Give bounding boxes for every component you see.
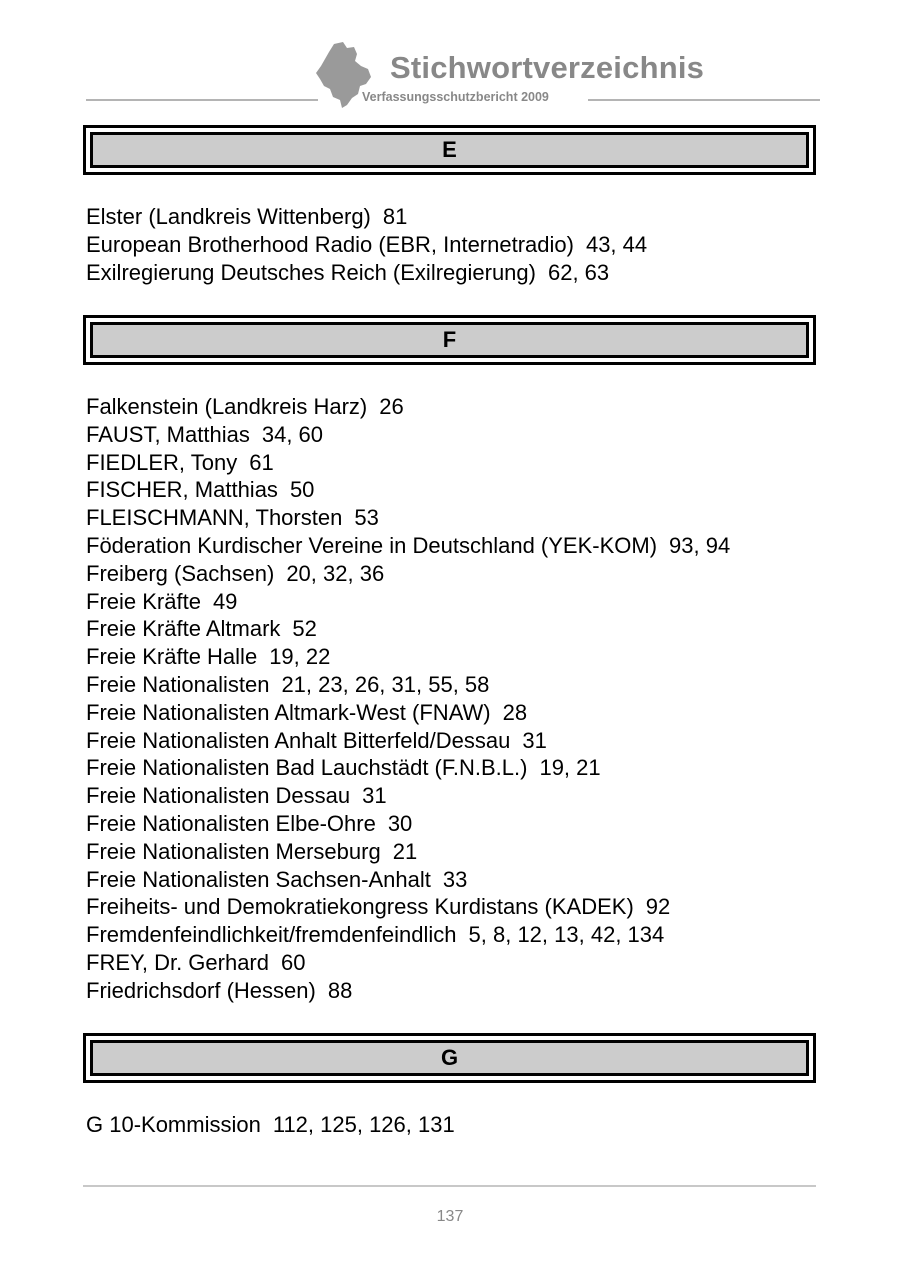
entry-term: Freie Kräfte Altmark [86, 616, 281, 642]
page-header [0, 0, 900, 115]
entry-pages: 92 [645, 894, 671, 920]
entry-pages: 50 [289, 477, 315, 503]
entry-pages: 43, 44 [585, 231, 648, 257]
entry-term: FAUST, Matthias [86, 421, 250, 447]
entry-pages: 21 [392, 838, 418, 864]
entry-pages: 31 [362, 783, 387, 809]
entry-pages: 19, 22 [269, 644, 331, 670]
entry-term: Freie Nationalisten Merseburg [86, 838, 381, 864]
index-entry [86, 393, 730, 421]
index-entry [86, 476, 730, 504]
entry-term: Freie Kräfte [86, 588, 201, 614]
header-subtitle: Verfassungsschutzbericht 2009 [362, 90, 549, 104]
index-entry [86, 231, 647, 259]
section-letter: F [90, 322, 809, 358]
index-entry [86, 921, 730, 949]
entry-pages: 26 [379, 394, 404, 419]
index-entry [86, 504, 730, 532]
index-entry [86, 754, 730, 782]
index-entry [86, 532, 730, 560]
entry-term: FLEISCHMANN, Thorsten [86, 505, 343, 531]
entry-term: Falkenstein (Landkreis Harz) [86, 394, 368, 419]
entry-pages: 31 [522, 727, 547, 753]
entry-pages: 49 [212, 588, 238, 614]
footer-rule [83, 1185, 816, 1187]
index-entry [86, 421, 730, 449]
index-entry [86, 810, 730, 838]
entry-pages: 20, 32, 36 [286, 560, 385, 586]
entry-pages: 34, 60 [261, 421, 324, 447]
entry-term: FIEDLER, Tony [86, 449, 238, 475]
header-rule-right [588, 99, 820, 101]
index-entry [86, 838, 730, 866]
section-letter-box-g [83, 1033, 816, 1083]
entry-term: Friedrichsdorf (Hessen) [86, 977, 316, 1003]
entry-term: Föderation Kurdischer Vereine in Deutschland (YEK-KOM) [86, 532, 658, 558]
entry-pages: 52 [292, 616, 317, 642]
entry-pages: 30 [387, 810, 413, 836]
entry-term: Exilregierung Deutsches Reich (Exilregierung) [86, 259, 536, 285]
entry-pages: 19, 21 [539, 755, 601, 781]
index-entry [86, 259, 647, 287]
index-entries-f [86, 393, 730, 1005]
index-entry [86, 782, 730, 810]
header-rule-left [86, 99, 318, 101]
page-number: 137 [436, 1208, 464, 1225]
entry-term: Freie Nationalisten Bad Lauchstädt (F.N.B.L.) [86, 755, 528, 781]
entry-pages: 112, 125, 126, 131 [272, 1112, 455, 1137]
entry-term: Freie Nationalisten Elbe-Ohre [86, 810, 376, 836]
entry-term: Fremdenfeindlichkeit/fremdenfeindlich [86, 922, 457, 948]
entry-pages: 81 [382, 204, 408, 229]
index-entry [86, 615, 730, 643]
entry-term: Freie Kräfte Halle [86, 644, 258, 670]
entry-term: Freiberg (Sachsen) [86, 560, 275, 586]
entry-term: Freie Nationalisten Sachsen-Anhalt [86, 866, 431, 892]
entry-pages: 88 [327, 977, 353, 1003]
index-entries-e [86, 203, 647, 286]
entry-pages: 93, 94 [669, 532, 731, 558]
index-entry [86, 588, 730, 616]
section-letter: E [90, 132, 809, 168]
entry-term: FREY, Dr. Gerhard [86, 949, 269, 975]
index-entry [86, 643, 730, 671]
index-entry [86, 560, 730, 588]
index-entry [86, 699, 730, 727]
entry-pages: 33 [442, 866, 468, 892]
entry-term: Freie Nationalisten Dessau [86, 783, 351, 809]
index-entry [86, 866, 730, 894]
index-entries-g [86, 1111, 455, 1139]
entry-pages: 61 [249, 449, 274, 475]
entry-term: Freie Nationalisten [86, 671, 270, 697]
header-title: Stichwortverzeichnis [390, 50, 705, 85]
index-entry [86, 203, 647, 231]
entry-pages: 60 [281, 949, 306, 975]
section-letter: G [90, 1040, 809, 1076]
index-entry [86, 449, 730, 477]
entry-pages: 21, 23, 26, 31, 55, 58 [281, 671, 490, 697]
entry-pages: 28 [502, 699, 528, 725]
index-entry [86, 727, 730, 755]
entry-term: Freiheits- und Demokratiekongress Kurdistans (KADEK) [86, 894, 634, 920]
entry-term: Freie Nationalisten Anhalt Bitterfeld/Dessau [86, 727, 511, 753]
index-entry [86, 671, 730, 699]
entry-term: FISCHER, Matthias [86, 477, 278, 503]
entry-term: G 10-Kommission [86, 1112, 261, 1137]
entry-term: Freie Nationalisten Altmark-West (FNAW) [86, 699, 491, 725]
index-entry [86, 893, 730, 921]
index-entry [86, 949, 730, 977]
entry-pages: 53 [354, 505, 379, 531]
entry-pages: 62, 63 [547, 259, 610, 285]
entry-term: Elster (Landkreis Wittenberg) [86, 204, 371, 229]
section-letter-box-f [83, 315, 816, 365]
index-entry [86, 977, 730, 1005]
index-entry [86, 1111, 455, 1139]
section-letter-box-e [83, 125, 816, 175]
entry-pages: 5, 8, 12, 13, 42, 134 [468, 922, 665, 948]
entry-term: European Brotherhood Radio (EBR, Internetradio) [86, 231, 574, 257]
